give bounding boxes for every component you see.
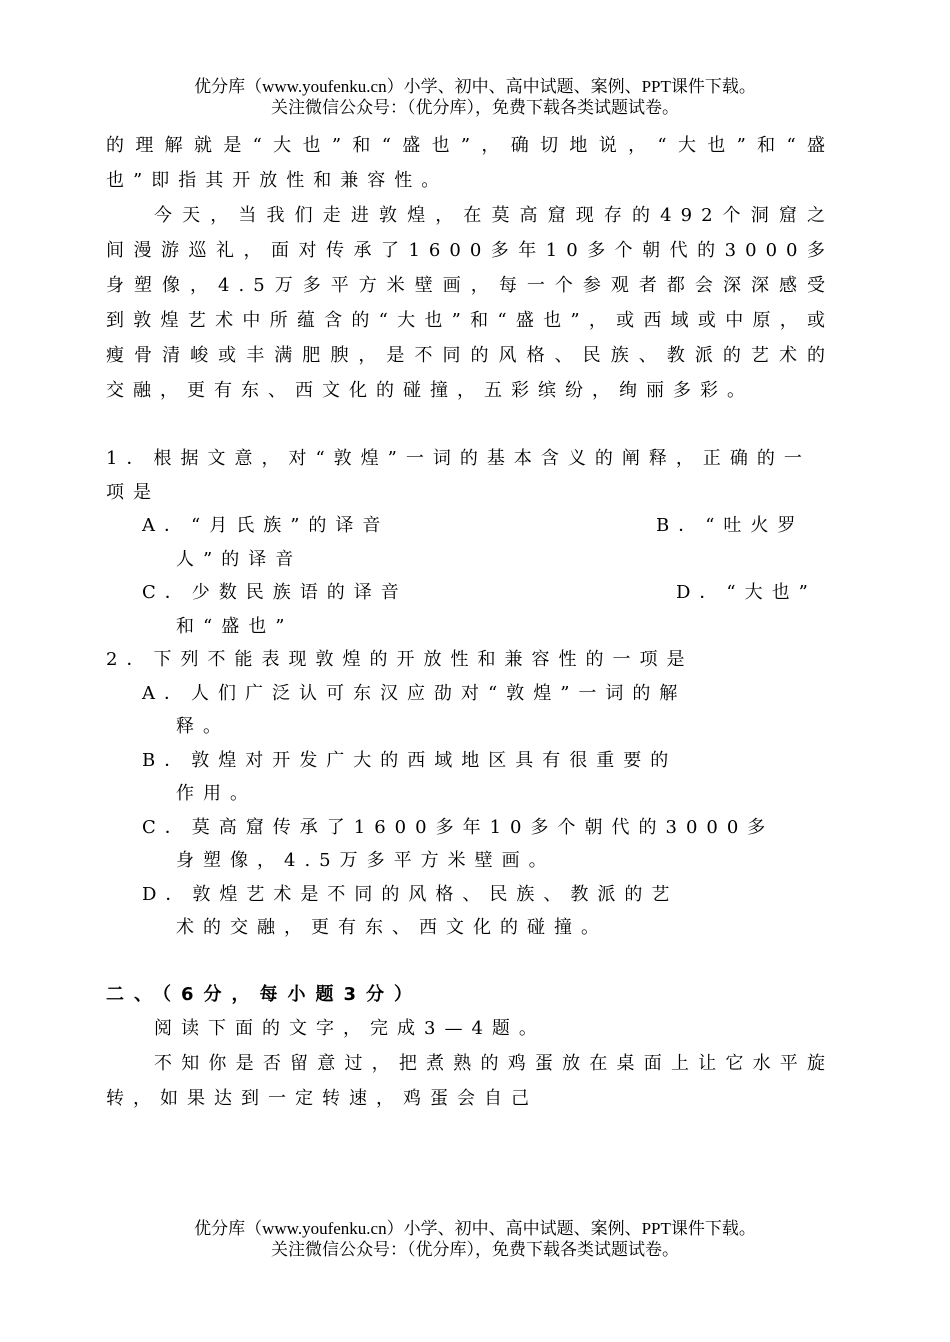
spacer (106, 408, 834, 442)
question-2-option-d (106, 878, 834, 945)
section-2-paragraph-1: 不知你是否留意过，把煮熟的鸡蛋放在桌面上让它水平旋转，如果达到一定转速，鸡蛋会自己 (106, 1052, 834, 1109)
question-1-option-b: B．“吐火罗 (656, 515, 805, 536)
document-body (106, 128, 834, 1116)
footer-line-1: 优分库（www.youfenku.cn）小学、初中、高中试题、案例、PPT课件下载。 (194, 1219, 756, 1238)
option-label: A． (142, 682, 191, 704)
question-1-stem: 1．根据文意，对“敦煌”一词的基本含义的阐释，正确的一项是 (106, 448, 811, 503)
spacer (106, 945, 834, 979)
section-2-instruction: 阅读下面的文字，完成3—4题。 (154, 1017, 546, 1039)
question-1-options-row-1 (106, 509, 834, 576)
question-2-option-b (106, 744, 834, 811)
passage-paragraph-1: 的理解就是“大也”和“盛也”，确切地说，“大也”和“盛也”即指其开放性和兼容性。 (106, 135, 834, 191)
option-continuation: 身塑像，4.5万多平方米壁画。 (176, 850, 556, 871)
option-continuation: 术的交融，更有东、西文化的碰撞。 (176, 917, 608, 938)
page-header (0, 76, 950, 118)
question-2-stem: 2．下列不能表现敦煌的开放性和兼容性的一项是 (106, 649, 694, 670)
option-continuation: 作用。 (176, 783, 257, 804)
option-text: 莫高窟传承了1600多年10多个朝代的3000多 (191, 816, 775, 838)
footer-line-2: 关注微信公众号：（优分库），免费下载各类试题试卷。 (271, 1240, 679, 1259)
option-c-text: C．少数民族语的译音 (142, 582, 408, 603)
option-label: D． (142, 883, 193, 905)
option-text: 敦煌对开发广大的西域地区具有很重要的 (191, 749, 678, 771)
option-text: 人们广泛认可东汉应劭对“敦煌”一词的解 (191, 682, 687, 704)
question-1-options-row-2 (106, 576, 834, 643)
option-d-continuation: 和“盛也” (176, 615, 294, 637)
question-1-option-d: D．“大也” (676, 582, 817, 603)
option-a-text: A．“月氏族”的译音 (142, 515, 390, 536)
question-2-option-c (106, 811, 834, 878)
header-line-1: 优分库（www.youfenku.cn）小学、初中、高中试题、案例、PPT课件下载。 (194, 77, 756, 96)
option-text: 敦煌艺术是不同的风格、民族、教派的艺 (192, 883, 679, 905)
option-continuation: 释。 (176, 716, 230, 737)
option-label: C． (142, 816, 192, 838)
option-b-continuation: 人”的译音 (176, 548, 303, 570)
passage-paragraph-2: 今天，当我们走进敦煌，在莫高窟现存的492个洞窟之间漫游巡礼，面对传承了1600多年10多个朝代的3000多身塑像，4.5万多平方米壁画，每一个参观者都会深深感受到敦煌艺术中所蕴含的“大也”和“盛也”，或西域或中原，或瘦骨清峻或丰满肥腴，是不同的风格、民族、教派的艺术的交融，更有东、西文化的碰撞，五彩缤纷，绚丽多彩。 (106, 205, 834, 401)
header-line-2: 关注微信公众号：（优分库），免费下载各类试题试卷。 (271, 98, 679, 117)
section-2-title: 二、（6分，每小题3分） (106, 983, 423, 1005)
option-label: B． (142, 749, 192, 771)
page-footer (0, 1218, 950, 1260)
question-2-option-a (106, 677, 834, 744)
